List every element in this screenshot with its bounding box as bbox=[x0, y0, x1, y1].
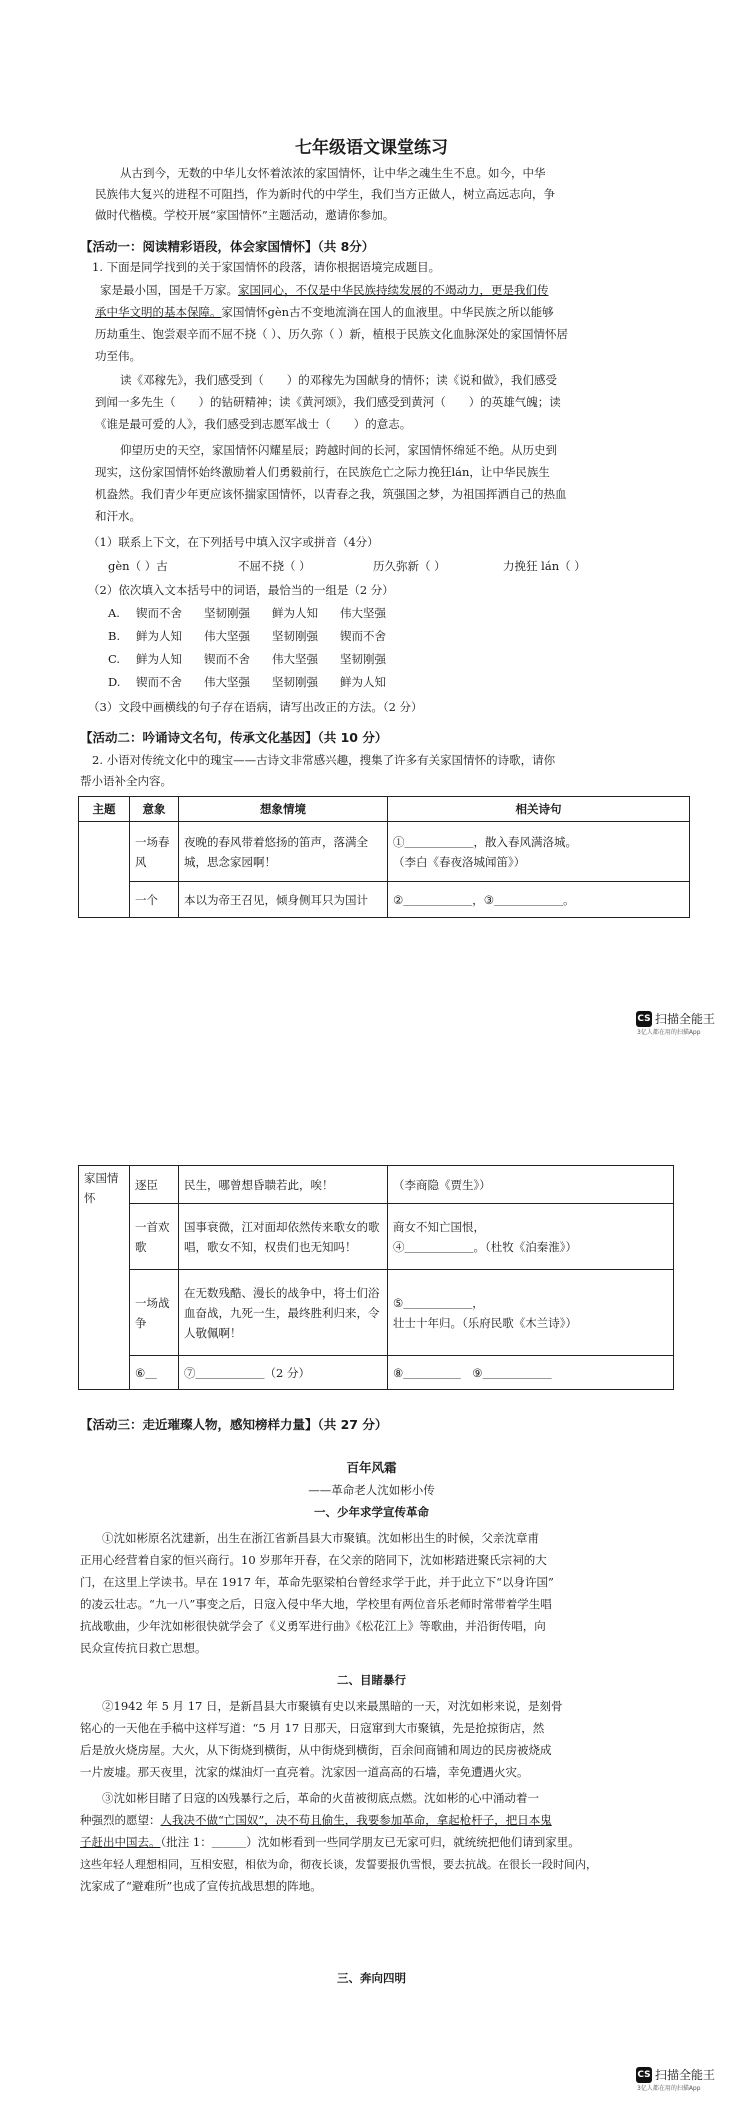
option-word: 伟大坚强 bbox=[340, 606, 386, 620]
option-word: 坚韧刚强 bbox=[272, 629, 318, 643]
section2-title: 二、目睹暴行 bbox=[337, 1673, 406, 1687]
scene-cell[interactable]: ⑦＿＿＿＿＿＿（2 分） bbox=[179, 1356, 388, 1390]
sec2-line-2: 铭心的一天他在手稿中这样写道：“5 月 17 日那天，日寇窜到大市聚镇，先是抢掠街店，然 bbox=[80, 1721, 545, 1735]
option-word: 锲而不舍 bbox=[340, 629, 386, 643]
scene-cell: 民生，哪曾想昏聩若此，唉！ bbox=[179, 1166, 388, 1204]
para3-line-4: 和汗水。 bbox=[95, 509, 141, 523]
option-word: 伟大坚强 bbox=[272, 652, 318, 666]
sec3-text: 种强烈的愿望： bbox=[80, 1813, 161, 1827]
camscanner-icon: CS bbox=[636, 2067, 652, 2083]
theme-cell: 家国情怀 bbox=[79, 1166, 130, 1390]
para1-line-2 bbox=[95, 302, 554, 323]
image-cell[interactable]: ⑥＿ bbox=[130, 1356, 179, 1390]
question-1: 1. 下面是同学找到的关于家国情怀的段落，请你根据语境完成题目。 bbox=[92, 260, 441, 274]
activity1-header: 【活动一：阅读精彩语段，体会家国情怀】（共 8分） bbox=[80, 239, 375, 254]
sec2-line-3: 后是放火烧房屋。大火，从下街烧到横街，从中街烧到横街，百余间商铺和周边的民房被烧成 bbox=[80, 1743, 552, 1757]
sec1-line-4: 的凌云壮志。“九一八”事变之后，日寇入侵中华大地，学校里有两位音乐老师时常带着学生唱 bbox=[80, 1597, 552, 1611]
poem-cell[interactable]: ②＿＿＿＿＿＿，③＿＿＿＿＿＿。 bbox=[388, 882, 690, 918]
intro-line-2: 民族伟大复兴的进程不可阻挡，作为新时代的中学生，我们当方正做人，树立高远志向，争 bbox=[95, 187, 555, 201]
table-row bbox=[79, 1204, 674, 1270]
option-word: 坚韧刚强 bbox=[272, 675, 318, 689]
image-cell: 一场春风 bbox=[130, 822, 179, 882]
fill-lan[interactable]: 力挽狂 lán（ ） bbox=[503, 559, 586, 573]
option-letter: B. bbox=[108, 629, 121, 643]
watermark-logo bbox=[636, 1008, 715, 1036]
sec1-line-2: 正用心经营着自家的恒兴商行。10 岁那年开春，在父亲的陪同下，沈如彬踏进聚氏宗祠的大 bbox=[80, 1553, 547, 1567]
sec3-line-1: ③沈如彬目睹了日寇的凶残暴行之后，革命的火苗被彻底点燃。沈如彬的心中涌动着一 bbox=[102, 1791, 539, 1805]
fill-blanks bbox=[108, 556, 586, 577]
poem-table-part2 bbox=[78, 1165, 674, 1390]
intro-line-1: 从古到今，无数的中华儿女怀着浓浓的家国情怀，让中华之魂生生不息。如今，中华 bbox=[120, 166, 546, 180]
sec3-line-3 bbox=[80, 1832, 580, 1853]
scene-cell: 在无数残酷、漫长的战争中，将士们浴血奋战，九死一生，最终胜利归来，令人敬佩啊！ bbox=[179, 1270, 388, 1356]
activity2-header: 【活动二：吟诵诗文名句，传承文化基因】（共 10 分） bbox=[80, 730, 388, 745]
para1-line-1 bbox=[100, 280, 549, 301]
option-word: 坚韧刚强 bbox=[204, 606, 250, 620]
header-image: 意象 bbox=[130, 797, 179, 822]
poem-cell[interactable]: ⑧＿＿＿＿＿ ⑨＿＿＿＿＿＿ bbox=[388, 1356, 674, 1390]
poem-line: 壮士十年归。（乐府民歌《木兰诗》） bbox=[393, 1315, 577, 1330]
watermark-name: 扫描全能王 bbox=[655, 1012, 716, 1026]
sec3-line-4: 这些年轻人理想相同，互相安慰，相依为命，彻夜长谈，发誓要报仇雪恨，要去抗战。在很长一段时间内， bbox=[80, 1858, 597, 1871]
question-2-line-2: 帮小语补全内容。 bbox=[80, 774, 172, 788]
fill-gen[interactable]: gèn（ ）古 bbox=[108, 559, 168, 573]
sec3-line-5: 沈家成了“避难所”也成了宣传抗战思想的阵地。 bbox=[80, 1879, 322, 1893]
camscanner-icon: CS bbox=[636, 1011, 652, 1027]
section1-title: 一、少年求学宣传革命 bbox=[314, 1505, 429, 1519]
option-letter: C. bbox=[108, 652, 121, 666]
poem-source: （李白《春夜洛城闻笛》） bbox=[393, 854, 526, 869]
scene-cell: 夜晚的春风带着悠扬的笛声，落满全城，思念家园啊！ bbox=[179, 822, 388, 882]
poem-cell[interactable] bbox=[388, 822, 690, 882]
fill-mi[interactable]: 历久弥新（ ） bbox=[373, 559, 446, 573]
sub-question-2: （2）依次填入文本括号中的词语，最恰当的一组是（2 分） bbox=[88, 583, 394, 597]
story-title: 百年风霜 bbox=[346, 1460, 397, 1475]
poem-cell[interactable]: （李商隐《贾生》） bbox=[388, 1166, 674, 1204]
poem-cell[interactable] bbox=[388, 1204, 674, 1270]
table-row bbox=[79, 1356, 674, 1390]
option-d[interactable] bbox=[108, 672, 408, 693]
poem-cell[interactable] bbox=[388, 1270, 674, 1356]
question-2-line-1: 2. 小语对传统文化中的瑰宝——古诗文非常感兴趣，搜集了许多有关家国情怀的诗歌，请你 bbox=[92, 753, 556, 767]
table-row bbox=[79, 1166, 674, 1204]
sub-question-3: （3）文段中画横线的句子存在语病，请写出改正的方法。（2 分） bbox=[88, 700, 423, 714]
image-cell: 一场战争 bbox=[130, 1270, 179, 1356]
theme-cell bbox=[79, 822, 130, 918]
table-row bbox=[79, 1270, 674, 1356]
header-scene: 想象情境 bbox=[179, 797, 388, 822]
image-cell: 一个 bbox=[130, 882, 179, 918]
poem-line: 商女不知亡国恨， bbox=[393, 1219, 485, 1234]
option-word: 锲而不舍 bbox=[204, 652, 250, 666]
para3-line-3: 机盎然。我们青少年更应该怀揣家国情怀，以青春之我，筑强国之梦，为祖国挥洒自己的热血 bbox=[95, 487, 567, 501]
table-header-row bbox=[79, 797, 690, 822]
poem-line: ⑤＿＿＿＿＿＿， bbox=[393, 1295, 484, 1310]
option-word: 鲜为人知 bbox=[136, 652, 182, 666]
para1-cont: 家国情怀ɡèn古不变地流淌在国人的血液里。中华民族之所以能够 bbox=[221, 305, 554, 319]
sec1-line-6: 民众宣传抗日救亡思想。 bbox=[80, 1641, 207, 1655]
sec3-line-2 bbox=[80, 1810, 552, 1831]
option-b[interactable] bbox=[108, 626, 408, 647]
watermark-sub: 3亿人都在用的扫描App bbox=[637, 1029, 701, 1036]
header-poem: 相关诗句 bbox=[388, 797, 690, 822]
sec2-line-1: ②1942 年 5 月 17 日，是新昌县大市聚镇有史以来最黑暗的一天，对沈如彬来说，是刻骨 bbox=[102, 1699, 563, 1713]
header-theme: 主题 bbox=[79, 797, 130, 822]
sec2-line-4: 一片废墟。那天夜里，沈家的煤油灯一直亮着。沈家因一道高高的石墙，幸免遭遇火灾。 bbox=[80, 1765, 529, 1779]
underlined-sentence-b: 承中华文明的基本保障。 bbox=[95, 305, 222, 319]
poem-line: ④＿＿＿＿＿＿。（杜牧《泊秦淮》） bbox=[393, 1239, 577, 1254]
scene-cell: 本以为帝王召见，倾身侧耳只为国计 bbox=[179, 882, 388, 918]
sub-question-1: （1）联系上下文，在下列括号中填入汉字或拼音（4分） bbox=[88, 535, 379, 549]
table-row bbox=[79, 822, 690, 882]
option-a[interactable] bbox=[108, 603, 408, 624]
option-word: 伟大坚强 bbox=[204, 629, 250, 643]
table-row bbox=[79, 882, 690, 918]
underlined-sentence-c: 人我决不做“亡国奴”，决不苟且偷生，我要参加革命，拿起枪杆子，把日本鬼 bbox=[160, 1813, 552, 1827]
option-word: 锲而不舍 bbox=[136, 675, 182, 689]
option-letter: A. bbox=[108, 606, 120, 620]
option-word: 鲜为人知 bbox=[272, 606, 318, 620]
poem-table-part1 bbox=[78, 796, 690, 918]
option-word: 坚韧刚强 bbox=[340, 652, 386, 666]
para3-line-2: 现实，这份家国情怀始终激励着人们勇毅前行，在民族危亡之际力挽狂lán，让中华民族生 bbox=[95, 465, 550, 479]
sec1-line-3: 门，在这里上学读书。早在 1917 年，革命先驱梁柏台曾经求学于此，并于此立下“以身许国” bbox=[80, 1575, 554, 1589]
activity3-header: 【活动三：走近璀璨人物，感知榜样力量】（共 27 分） bbox=[80, 1417, 388, 1432]
option-c[interactable] bbox=[108, 649, 408, 670]
story-subtitle: ——革命老人沈如彬小传 bbox=[308, 1483, 435, 1497]
sec1-line-5: 抗战歌曲，少年沈如彬很快就学会了《义勇军进行曲》《松花江上》等歌曲，并沿街传唱，向 bbox=[80, 1619, 546, 1633]
para2-line-2: 到闻一多先生（ ）的钻研精神；读《黄河颂》，我们感受到黄河（ ）的英雄气魄；读 bbox=[95, 395, 561, 409]
para1-line-3: 历劫重生、饱尝艰辛而不屈不挠（ ）、历久弥（ ）新，植根于民族文化血脉深处的家国情怀居 bbox=[95, 327, 569, 341]
sec1-line-1: ①沈如彬原名沈建新，出生在浙江省新昌县大市聚镇。沈如彬出生的时候，父亲沈章甫 bbox=[102, 1531, 539, 1545]
para1-start: 家是最小国，国是千万家。 bbox=[100, 283, 238, 297]
para2-line-1: 读《邓稼先》，我们感受到（ ）的邓稼先为国献身的情怀；读《说和做》，我们感受 bbox=[120, 373, 557, 387]
scene-cell: 国事衰微，江对面却依然传来歌女的歌唱，歌女不知，权贵们也无知吗！ bbox=[179, 1204, 388, 1270]
para2-line-3: 《谁是最可爱的人》，我们感受到志愿军战士（ ）的意志。 bbox=[95, 417, 412, 431]
fill-nao[interactable]: 不屈不挠（ ） bbox=[238, 559, 311, 573]
underlined-sentence-d: 子赶出中国去。 bbox=[80, 1835, 161, 1849]
para3-line-1: 仰望历史的天空，家国情怀闪耀星辰；跨越时间的长河，家国情怀绵延不绝。从历史到 bbox=[120, 443, 557, 457]
option-word: 鲜为人知 bbox=[340, 675, 386, 689]
annotation-1[interactable]: （批注 1：＿＿＿）沈如彬看到一些同学朋友已无家可归，就统统把他们请到家里。 bbox=[160, 1835, 580, 1849]
option-word: 伟大坚强 bbox=[204, 675, 250, 689]
section4-title: 三、奔向四明 bbox=[337, 1971, 406, 1985]
watermark-sub: 3亿人都在用的扫描App bbox=[637, 2085, 701, 2092]
poem-line: ①＿＿＿＿＿＿，散入春风满洛城。 bbox=[393, 834, 577, 849]
image-cell: 一首欢歌 bbox=[130, 1204, 179, 1270]
image-cell: 逐臣 bbox=[130, 1166, 179, 1204]
page-title: 七年级语文课堂练习 bbox=[295, 138, 448, 158]
watermark-logo bbox=[636, 2064, 715, 2092]
intro-line-3: 做时代楷模。学校开展“家国情怀”主题活动，邀请你参加。 bbox=[95, 208, 395, 222]
option-letter: D. bbox=[108, 675, 121, 689]
underlined-sentence-a: 家国同心，不仅是中华民族持续发展的不竭动力，更是我们传 bbox=[238, 283, 549, 297]
watermark-name: 扫描全能王 bbox=[655, 2068, 716, 2082]
option-word: 锲而不舍 bbox=[136, 606, 182, 620]
para1-line-4: 功至伟。 bbox=[95, 349, 141, 363]
option-word: 鲜为人知 bbox=[136, 629, 182, 643]
